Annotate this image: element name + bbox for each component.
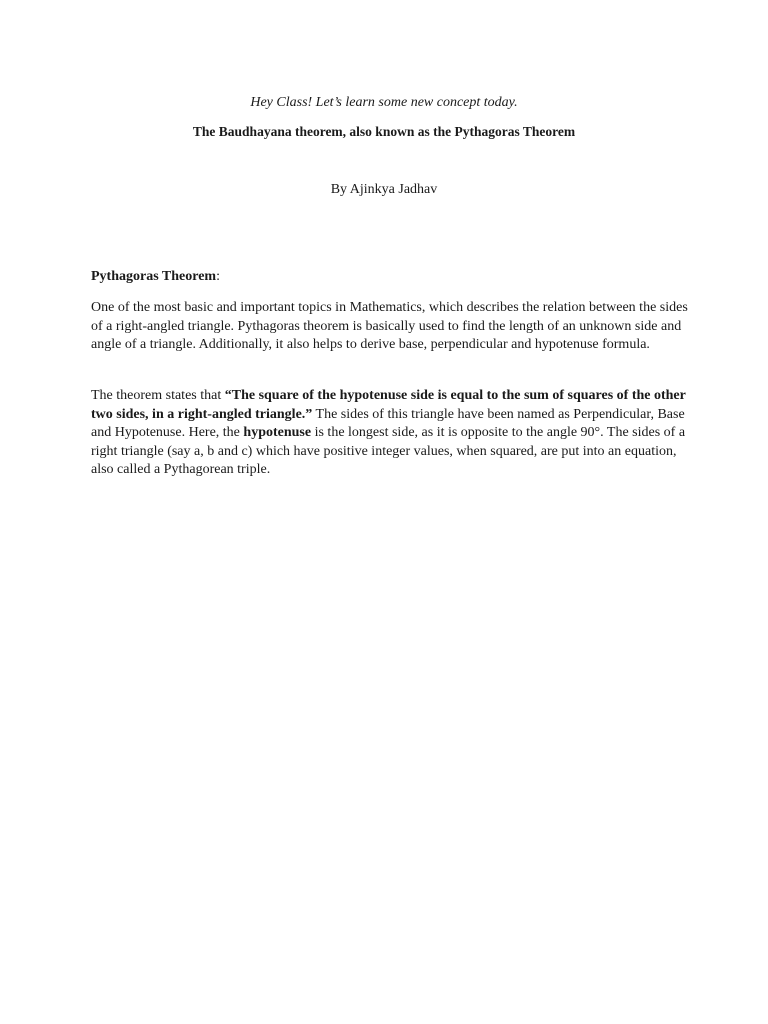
greeting-line: Hey Class! Let’s learn some new concept today.: [250, 95, 518, 110]
section-heading-colon: :: [216, 269, 220, 284]
paragraph-theorem-statement: [91, 387, 691, 480]
theorem-statement-bold: “The square of the hypotenuse side is equal to the sum of squares of the other two sides, in a right-angled triangle.”: [91, 388, 686, 422]
section-heading-text: Pythagoras Theorem: [91, 269, 217, 284]
section-heading: [91, 268, 691, 287]
author-byline: By Ajinkya Jadhav: [330, 182, 438, 197]
document-title: The Baudhayana theorem, also known as the Pythagoras Theorem: [192, 124, 576, 139]
paragraph-end-text: is the longest side, as it is opposite to the angle 90°. The sides of a right triangle (say a, b and c) which have positive integer values, when squared, are put into an equation, also called a Pythagorean triple.: [91, 425, 686, 477]
paragraph-definition: One of the most basic and important topics in Mathematics, which describes the relation between the sides of a right-angled triangle. Pythagoras theorem is basically used to find the length of an unknown side and angle of a triangle. Additionally, it also helps to derive base, perpendicular and hypotenuse formula.: [91, 300, 688, 352]
paragraph-intro-text: The theorem states that: [91, 388, 225, 403]
paragraph-middle-text: The sides of this triangle have been named as Perpendicular, Base and Hypotenuse. Here, the: [91, 406, 685, 440]
hypotenuse-term-bold: hypotenuse: [243, 425, 312, 440]
